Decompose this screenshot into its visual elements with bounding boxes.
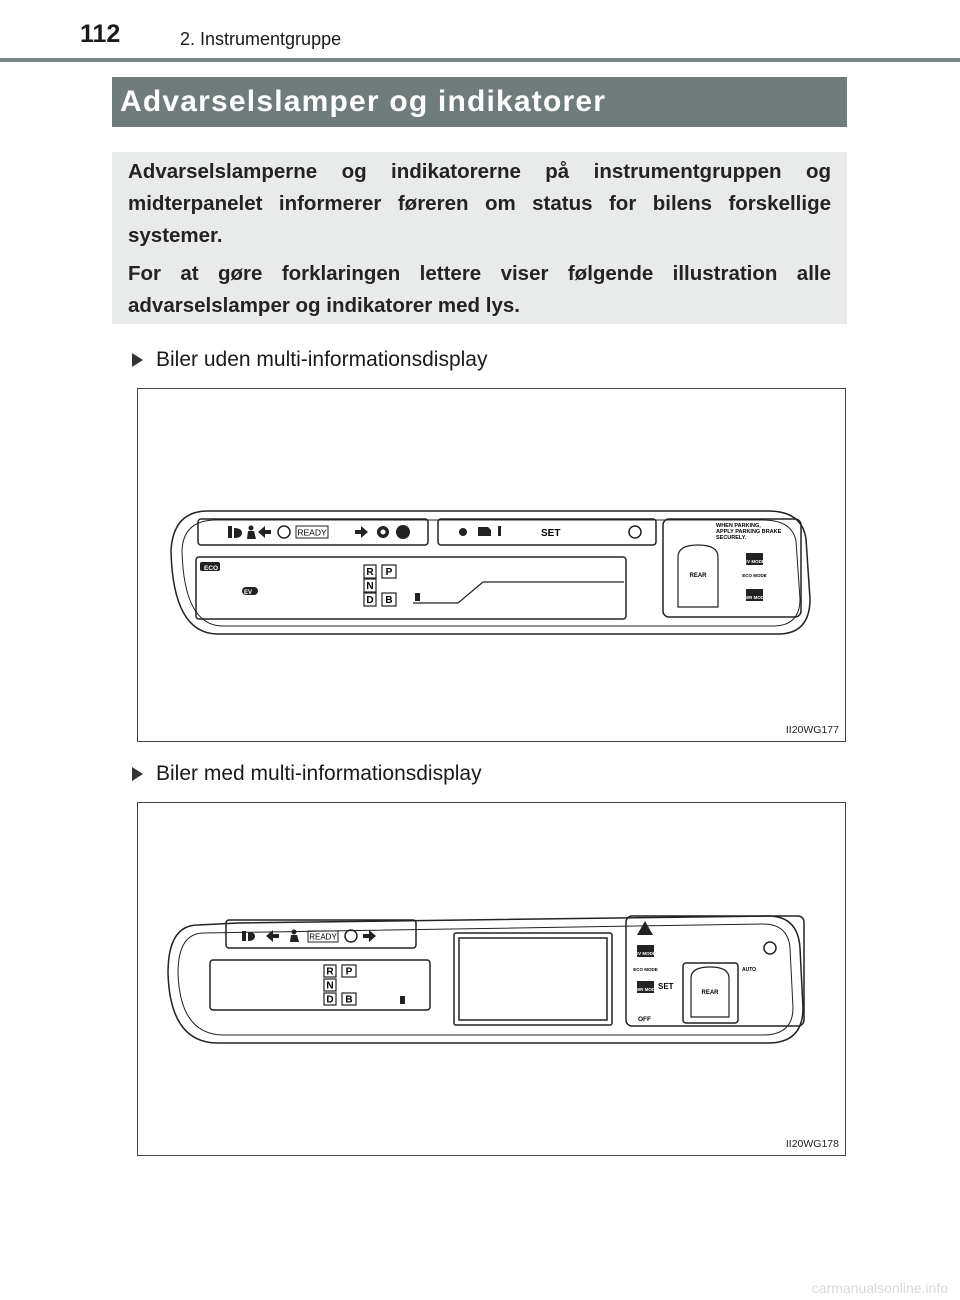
gear-r-label: R: [366, 567, 374, 578]
turn-right-icon: [355, 526, 368, 538]
set-label: SET: [541, 528, 561, 539]
pwr-mode-label: PWR MODE: [741, 595, 768, 600]
gear-b-label: B: [345, 994, 353, 1006]
pwr-mode-label: PWR MODE: [632, 987, 659, 992]
instrument-cluster-illustration-1: [138, 389, 847, 743]
watermark: carmanualsonline.info: [811, 1280, 948, 1296]
set-label: SET: [658, 982, 674, 991]
oil-icon: [459, 528, 467, 536]
bullet-triangle-icon: [132, 353, 143, 367]
instrument-cluster-illustration-2: [138, 803, 847, 1157]
gear-indicator-r: [364, 565, 376, 578]
park-brake-icon: [396, 525, 410, 539]
eco-mode-label: ECO MODE: [633, 967, 658, 972]
headlight-icon: [228, 526, 242, 538]
figure-2: [137, 802, 846, 1156]
check-icon: [764, 942, 776, 954]
header-rule: [0, 58, 960, 62]
gear-indicator-b: [342, 993, 356, 1006]
cluster-inner-outline: [178, 924, 793, 1035]
gear-n-label: N: [366, 581, 374, 592]
seatbelt-icon: [292, 930, 297, 935]
eco-mode-label: ECO MODE: [742, 573, 767, 578]
fuel-icon: [400, 996, 405, 1004]
ev-mode-label: EV MODE: [744, 559, 765, 564]
when-parking-label: WHEN PARKING,: [716, 523, 761, 529]
gear-b-label: B: [385, 595, 393, 606]
coolant-icon: [498, 526, 501, 536]
bullet-triangle-icon: [132, 767, 143, 781]
gear-indicator-n: [364, 579, 376, 592]
ready-indicator: [296, 526, 328, 538]
figure-1: [137, 388, 846, 742]
gear-d-label: D: [326, 994, 334, 1006]
gear-indicator-p: [382, 565, 396, 578]
intro-paragraph-1: Advarselslamperne og indikatorerne på instrumentgruppen og midterpanelet informerer føreren om status for bilens forskellige systemer.: [128, 160, 831, 247]
securely-label: SECURELY.: [716, 535, 747, 541]
engine-icon: [478, 527, 491, 536]
apply-brake-label: APPLY PARKING BRAKE: [716, 529, 782, 535]
check-icon: [629, 526, 641, 538]
gear-d-label: D: [366, 595, 374, 606]
gear-indicator-b: [382, 593, 396, 606]
gear-indicator-r: [324, 965, 336, 978]
lower-display-panel: [210, 960, 430, 1010]
ready-label: READY: [309, 932, 337, 942]
turn-left-icon: [258, 526, 271, 538]
master-warning-icon: [637, 921, 653, 935]
eco-label: ECO: [204, 565, 219, 572]
figure-2-caption-text: Biler med multi-informationsdisplay: [156, 762, 482, 785]
brake-warning-icon: [345, 930, 357, 942]
intro-paragraph-2: For at gøre forklaringen lettere viser følgende illustration alle advarselslamper og indikatorer med lys.: [128, 262, 831, 317]
gear-n-label: N: [326, 980, 334, 992]
gear-p-label: P: [385, 567, 393, 578]
section-title-bar: [112, 77, 847, 127]
chapter-title: 2. Instrumentgruppe: [180, 29, 342, 49]
ready-indicator: [308, 931, 338, 942]
gear-r-label: R: [326, 966, 334, 978]
ready-label: READY: [297, 527, 327, 538]
figure-1-code: II20WG177: [785, 724, 839, 736]
multi-information-display: [454, 933, 612, 1025]
rear-label: REAR: [701, 990, 719, 996]
figure-1-caption-text: Biler uden multi-informationsdisplay: [156, 348, 488, 371]
lower-display-panel: [196, 557, 626, 619]
gear-p-label: P: [345, 966, 353, 978]
intro-box: [112, 152, 847, 324]
figure-2-caption: [132, 762, 482, 786]
ev-label: EV: [244, 590, 253, 596]
gear-indicator-d: [364, 593, 376, 606]
page-number: 112: [80, 20, 121, 48]
multi-information-display-inner: [459, 938, 607, 1020]
gear-indicator-p: [342, 965, 356, 978]
off-label: OFF: [638, 1016, 651, 1023]
auto-label: AUTO: [742, 967, 757, 973]
seatbelt-icon: [249, 526, 254, 531]
fuel-icon: [415, 593, 420, 601]
brake-warning-icon: [278, 526, 290, 538]
ev-mode-label: EV MODE: [635, 951, 656, 956]
gear-indicator-n: [324, 979, 336, 992]
turn-right-icon: [363, 930, 376, 942]
section-title: Advarselslamper og indikatorer: [120, 85, 607, 118]
cluster-outline: [168, 916, 803, 1043]
cluster-outline: [171, 511, 810, 634]
rear-label: REAR: [689, 573, 707, 579]
figure-1-caption: [132, 348, 487, 372]
gear-indicator-d: [324, 993, 336, 1006]
figure-2-code: II20WG178: [785, 1138, 839, 1150]
